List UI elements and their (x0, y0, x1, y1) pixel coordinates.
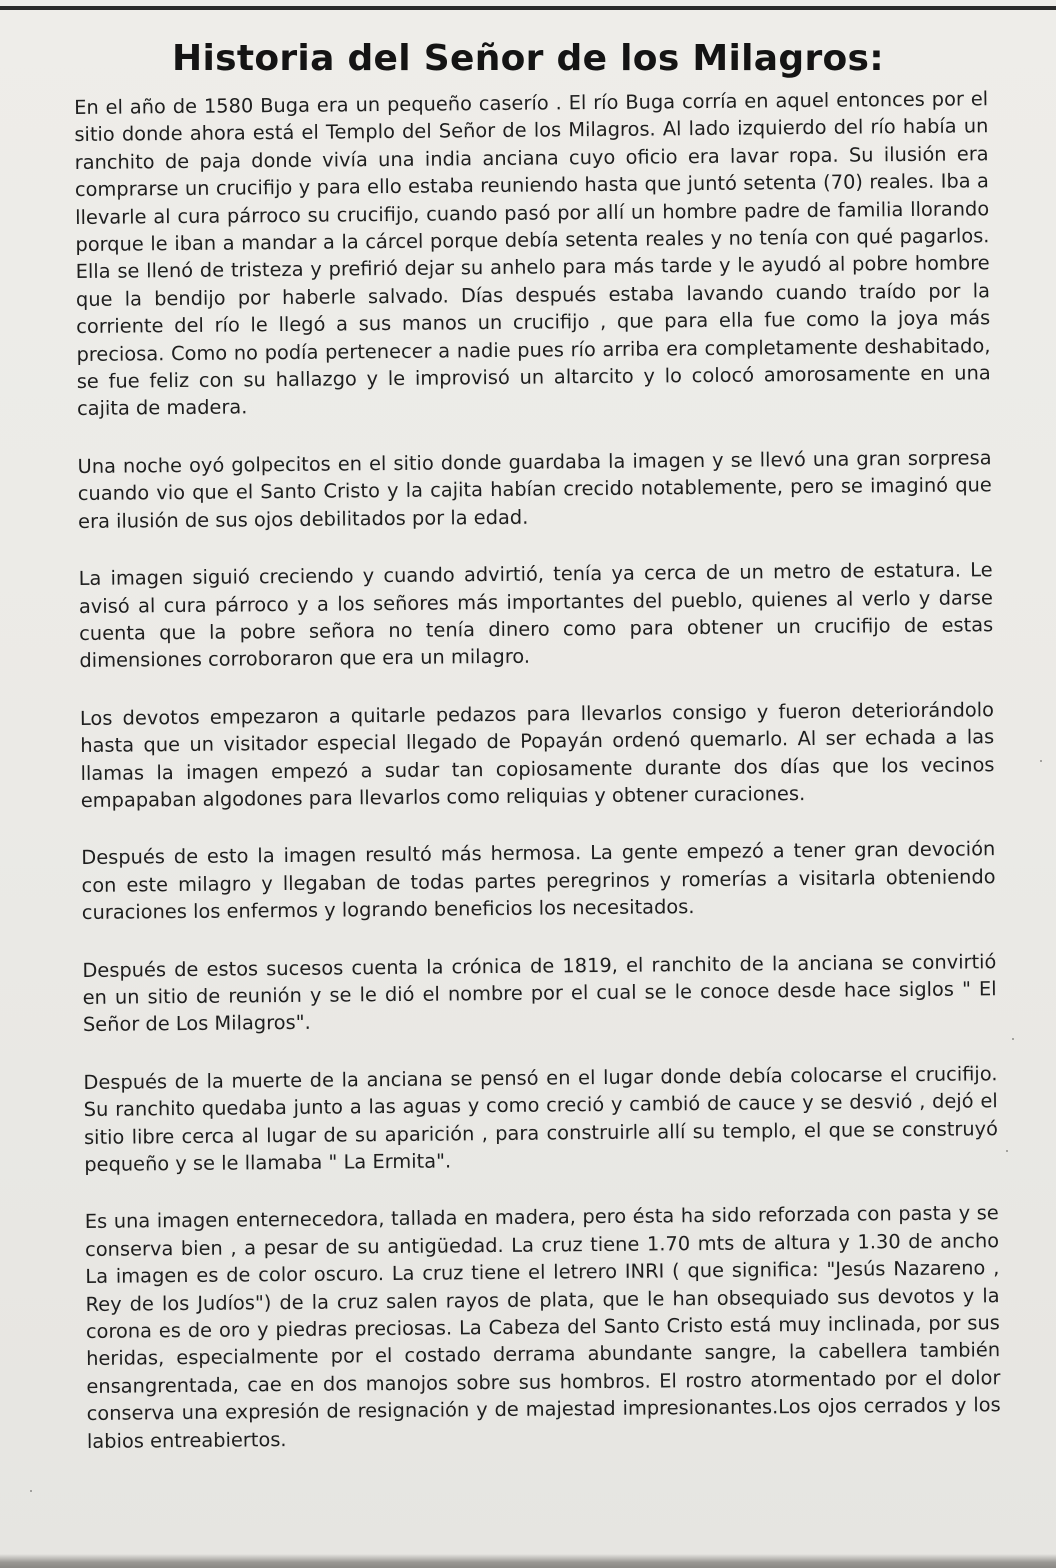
paragraph-8: Es una imagen enternecedora, tallada en madera, pero ésta ha sido reforzada con pasta y se conserva bien , a pesar de su antigüedad. La cruz tiene 1.70 mts de altura y 1.30 de ancho La imagen es de color oscuro. La cruz tiene el letrero INRI ( que significa: "Jesús Nazareno , Rey de los Judíos") de la cruz salen rayos de plata, que le han obsequiado sus devotos y la corona es de oro y piedras preciosas. La Cabeza del Santo Cristo está muy inclinada, por sus heridas, especialmente por el costado derrama abundante sangre, la cabellera también ensangrentada, cae en dos manojos sobre sus hombros. El rostro atormentado por el dolor conserva una expresión de resignación y de majestad impresionantes.Los ojos cerrados y los labios entreabiertos. (84, 1201, 1001, 1453)
document-body (74, 85, 1001, 1485)
scan-speck (1040, 760, 1042, 762)
paragraph-1: En el año de 1580 Buga era un pequeño caserío . El río Buga corría en aquel entonces por el sitio donde ahora está el Templo del Señor de los Milagros. Al lado izquierdo del río había un ranchito de paja donde vivía una india anciana cuyo oficio era lavar ropa. Su ilusión era comprarse un crucifijo y para ello estaba reuniendo hasta que juntó setenta (70) reales. Iba a llevarle al cura párroco su crucifijo, cuando pasó por allí un hombre padre de familia llorando porque le iban a mandar a la cárcel porque debía setenta reales y no tenía con qué pagarlos. Ella se llenó de tristeza y prefirió dejar su anhelo para más tarde y le ayudó al pobre hombre que la bendijo por haberle salvado. Días después estaba lavando cuando traído por la corriente del río le llegó a sus manos un crucifijo , que para ella fue como la joya más preciosa. Como no podía pertenecer a nadie pues río arriba era completamente deshabitado, se fue feliz con su hallazgo y le improvisó un altarcito y lo colocó amorosamente en una cajita de madera. (74, 87, 991, 421)
paragraph-6: Después de estos sucesos cuenta la crónica de 1819, el ranchito de la anciana se convirtió en un sitio de reunión y se le dió el nombre por el cual se le conoce desde hace siglos " El Señor de Los Milagros". (82, 949, 997, 1037)
paragraph-4: Los devotos empezaron a quitarle pedazos para llevarlos consigo y fueron deteriorándolo hasta que un visitador especial llegado de Popayán ordenó quemarlo. Al ser echada a las llamas la imagen empezó a sudar tan copiosamente durante dos días que los vecinos empapaban algodones para llevarlos como reliquias y obtener curaciones. (79, 697, 995, 812)
paragraph-2: Una noche oyó golpecitos en el sitio donde guardaba la imagen y se llevó una gran sorpresa cuando vio que el Santo Cristo y la cajita habían crecido notablemente, pero se imaginó que era ilusión de sus ojos debilitados por la edad. (77, 446, 992, 533)
scan-speck (1006, 1150, 1008, 1152)
document-title: Historia del Señor de los Milagros: (172, 38, 884, 79)
top-rule (0, 6, 1056, 10)
scan-speck (1012, 1038, 1014, 1040)
scan-speck (30, 1490, 32, 1492)
paragraph-3: La imagen siguió creciendo y cuando advirtió, tenía ya cerca de un metro de estatura. Le avisó al cura párroco y a los señores más importantes del pueblo, quienes al verlo y darse cuenta que la pobre señora no tenía dinero como para obtener un crucifijo de estas dimensiones corroboraron que era un milagro. (78, 558, 994, 673)
paragraph-7: Después de la muerte de la anciana se pensó en el lugar donde debía colocarse el crucifijo. Su ranchito quedaba junto a las aguas y como creció y cambió de cauce y se desvió , dejó el sitio libre cerca al lugar de su aparición , para construirle allí su templo, el que se construyó pequeño y se le llamaba " La Ermita". (83, 1061, 999, 1176)
page-bottom-edge (0, 1554, 1056, 1568)
paragraph-5: Después de esto la imagen resultó más hermosa. La gente empezó a tener gran devoción con este milagro y llegaban de todas partes peregrinos y romerías a visitarla obteniendo curaciones los enfermos y logrando beneficios los necesitados. (81, 837, 996, 925)
